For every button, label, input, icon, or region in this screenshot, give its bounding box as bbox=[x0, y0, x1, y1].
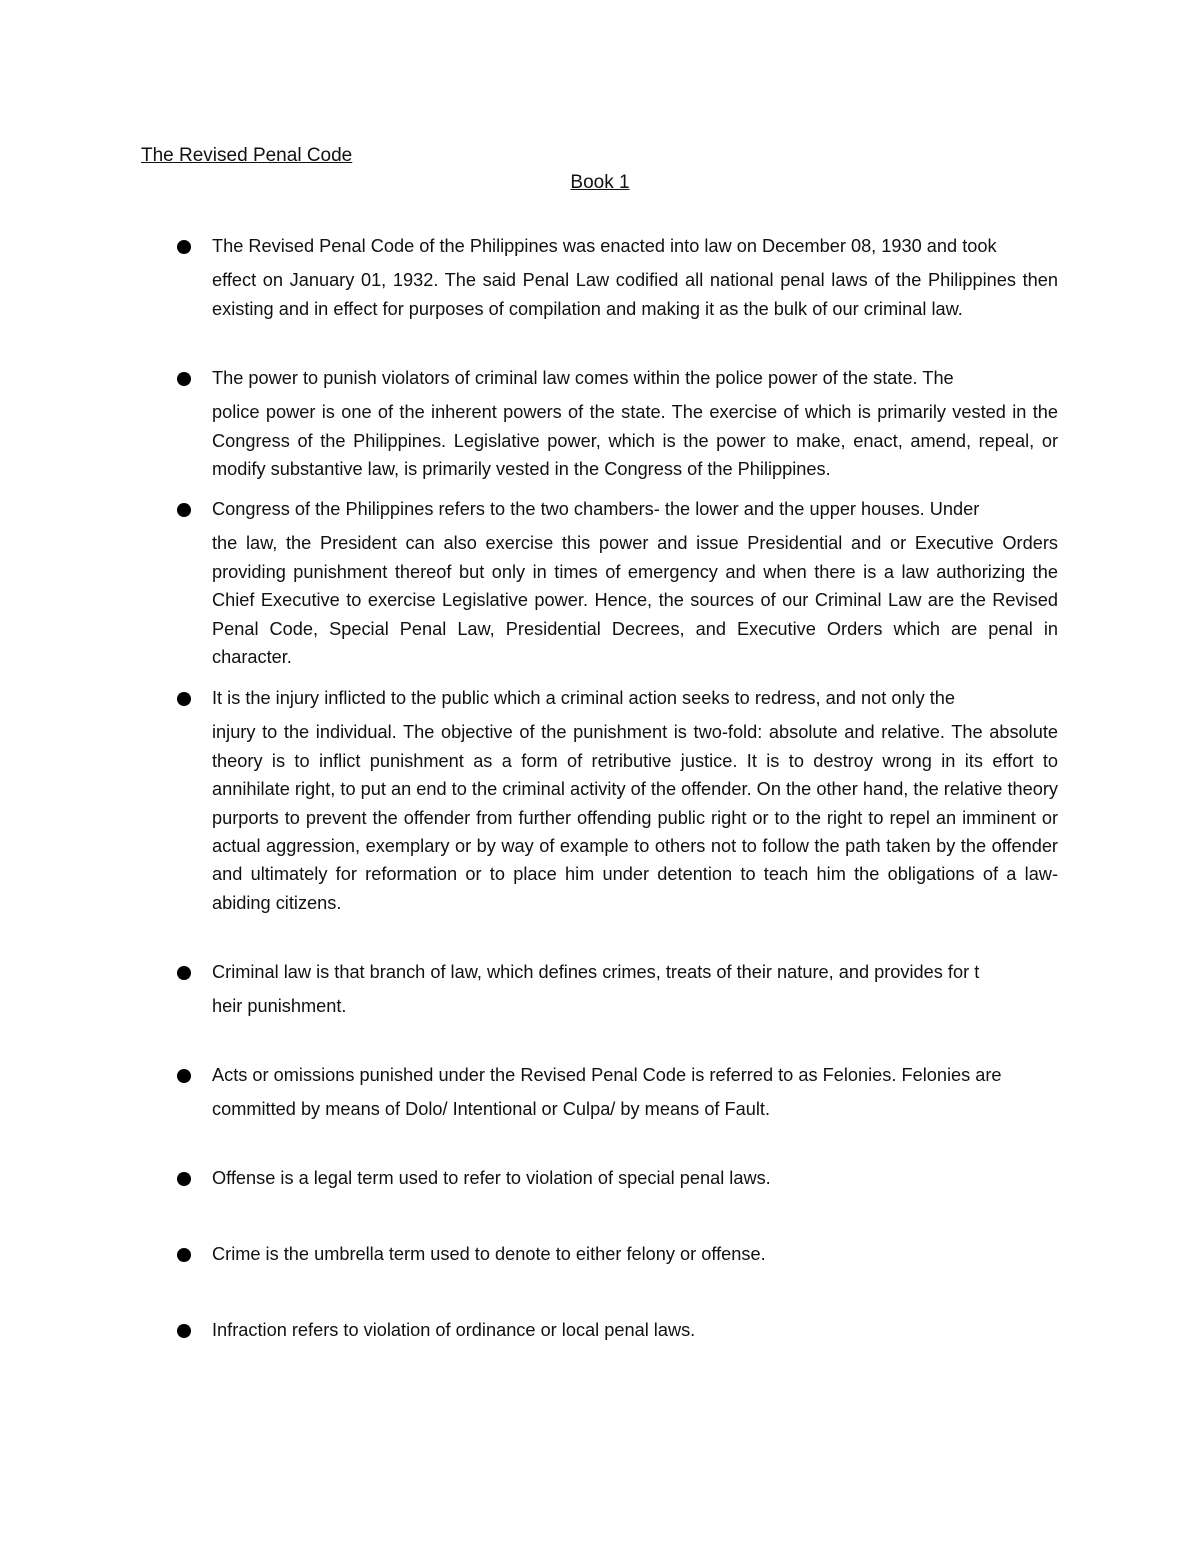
bullet-icon bbox=[177, 1248, 191, 1262]
item-first-line: It is the injury inflicted to the public which a criminal action seeks to redress, and not only the bbox=[212, 688, 956, 708]
item-first-line: Offense is a legal term used to refer to violation of special penal laws. bbox=[212, 1168, 771, 1188]
item-text: heir punishment. bbox=[212, 996, 347, 1017]
item-first-line: The Revised Penal Code of the Philippines was enacted into law on December 08, 1930 and took bbox=[212, 236, 997, 256]
bullet-icon bbox=[177, 1172, 191, 1186]
list-item bbox=[212, 1061, 1058, 1124]
bullet-icon bbox=[177, 1069, 191, 1083]
bullet-icon bbox=[177, 240, 191, 254]
bullet-icon bbox=[177, 966, 191, 980]
item-first-line: Infraction refers to violation of ordinance or local penal laws. bbox=[212, 1320, 696, 1340]
list-item bbox=[212, 684, 1058, 917]
item-text: effect on January 01, 1932. The said Penal Law codified all national penal laws of the Philippines then existing and in effect for purposes of compilation and making it as the bulk of our criminal law. bbox=[212, 270, 1058, 319]
list-item bbox=[212, 495, 1058, 671]
item-text: the law, the President can also exercise this power and issue Presidential and or Executive Orders providing punishment thereof but only in times of emergency and when there is a law authorizing the Chief Executive to exercise Legislative power. Hence, the sources of our Criminal Law are the Revised Penal Code, Special Penal Law, Presidential Decrees, and Executive Orders which are penal in character. bbox=[212, 533, 1058, 668]
list-item bbox=[212, 364, 1058, 484]
item-first-line: Crime is the umbrella term used to denote to either felony or offense. bbox=[212, 1244, 766, 1264]
list-item bbox=[212, 1164, 1058, 1198]
bullet-icon bbox=[177, 503, 191, 517]
document-subtitle: Book 1 bbox=[570, 172, 630, 193]
list-item bbox=[212, 1240, 1058, 1274]
bullet-icon bbox=[177, 692, 191, 706]
list-item bbox=[212, 958, 1058, 1021]
bullet-icon bbox=[177, 1324, 191, 1338]
list-item bbox=[212, 1316, 1058, 1350]
document-title: The Revised Penal Code bbox=[141, 145, 353, 166]
item-first-line: Criminal law is that branch of law, which defines crimes, treats of their nature, and provides for t bbox=[212, 962, 980, 982]
item-first-line: Congress of the Philippines refers to the two chambers- the lower and the upper houses. Under bbox=[212, 499, 980, 519]
item-text: committed by means of Dolo/ Intentional or Culpa/ by means of Fault. bbox=[212, 1099, 771, 1120]
bullet-icon bbox=[177, 372, 191, 386]
item-text: injury to the individual. The objective of the punishment is two-fold: absolute and relative. The absolute theory is to inflict punishment as a form of retributive justice. It is to destroy wrong in its effort to annihilate right, to put an end to the criminal activity of the offender. On the other hand, the relative theory purports to prevent the offender from further offending public right or to the right to repel an imminent or actual aggression, exemplary or by way of example to others not to follow the path taken by the offender and ultimately for reformation or to place him under detention to teach him the obligations of a law-abiding citizens. bbox=[212, 722, 1058, 913]
item-first-line: Acts or omissions punished under the Revised Penal Code is referred to as Felonies. Felonies are bbox=[212, 1065, 1002, 1085]
item-first-line: The power to punish violators of criminal law comes within the police power of the state. The bbox=[212, 368, 954, 388]
item-text: police power is one of the inherent powers of the state. The exercise of which is primarily vested in the Congress of the Philippines. Legislative power, which is the power to make, enact, amend, repeal, or modify substantive law, is primarily vested in the Congress of the Philippines. bbox=[212, 402, 1058, 480]
list-item bbox=[212, 232, 1058, 323]
